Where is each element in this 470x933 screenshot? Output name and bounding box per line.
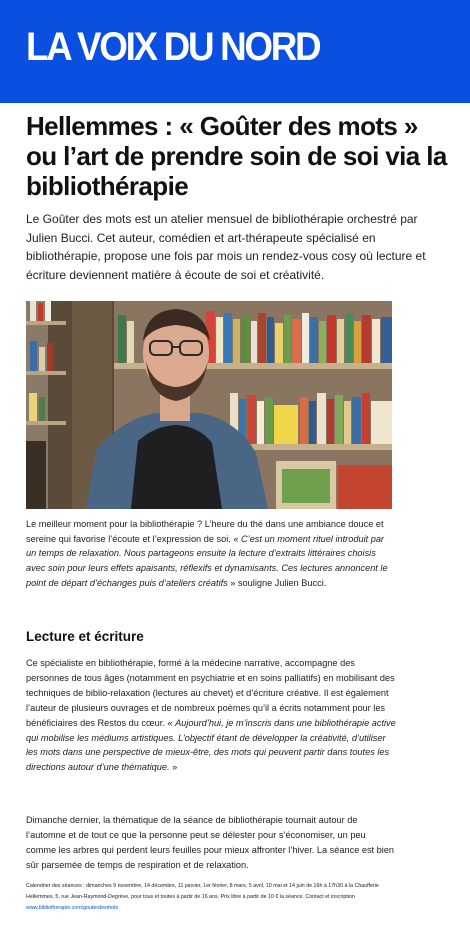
paragraph-1-quote: Aujourd’hui, je m’inscris dans une bibliothérapie active qui mobilise les médiums artistiques. L’objectif étant de développer la créativité, d’utiliser les mots dans une perspective de mieux-être, des mots qui peuvent partir dans toutes les directions autour d’une thématique. (26, 717, 396, 773)
footnote-link[interactable]: www.bibliotherapie.com/gouterdesmots (26, 905, 119, 911)
caption-attribution: » souligne Julien Bucci. (227, 577, 327, 588)
article-lead: Le Goûter des mots est un atelier mensuel de bibliothérapie orchestré par Julien Bucci. Cet auteur, comédien et art-thérapeute spécialisé en bibliothérapie, propose une fois par mois un rendez-vous cosy où lecture et écriture deviennent matière à écoute de soi et créativité. (26, 212, 426, 282)
body-paragraph-1 (26, 656, 396, 775)
paragraph-1-text: Ce spécialiste en bibliothérapie, formé à la médecine narrative, accompagne des personnes de tous âges (notamment en psychiatrie et en soins palliatifs) en mobilisant des techniques de biblio-relaxation (lectures au chevet) et d’écriture créative. Il est également l’auteur de plusieurs ouvrages et de nombreux poèmes qu’il a écrits notamment pour les bénéficiaires des Restos du cœur. « (26, 658, 395, 728)
section-subhead: Lecture et écriture (26, 629, 144, 644)
footnote-text: Calendrier des séances : dimanches 9 novembre, 14 décembre, 11 janvier, 1er février, 8 mars, 5 avril, 10 mai et 14 juin de 16h à 17h30 à la Chaufferie Hellemmes, 5, rue Jean-Raymond-Degrève, pour tous et toutes à partir de 16 ans. Prix libre à partir de 10 € la séance. Contact et inscription (26, 883, 379, 900)
article-photo (26, 301, 392, 509)
masthead (0, 0, 470, 103)
paragraph-1-closing: » (169, 762, 178, 773)
body-paragraph-2: Dimanche dernier, la thématique de la séance de bibliothérapie tournait autour de l’automne et de tout ce que la personne peut se délester pour s’économiser, un peu comme les arbres qui perdent leurs feuilles pour mieux affronter l’hiver. La séance est bien sûr parsemée de temps de respiration et de relaxation. (26, 815, 395, 870)
caption-quote: C’est un moment rituel introduit par un temps de relaxation. Nous partageons ensuite la lecture d’extraits littéraires choisis avec soin pour leurs effets apaisants, réflexifs et dynamisants. Ces lectures annoncent le point de départ d’échanges puis d’ateliers créatifs (26, 533, 388, 588)
newspaper-logo[interactable]: LA VOIX DU NORD (26, 25, 320, 69)
caption-text: Le meilleur moment pour la bibliothérapie ? L’heure du thé dans une ambiance douce et sereine qui favorise l’écoute et l’expression de soi. « (26, 519, 384, 544)
photo-caption (26, 517, 396, 591)
event-footnote (26, 881, 406, 914)
photo-illustration (26, 301, 392, 509)
article-headline: Hellemmes : « Goûter des mots » ou l’art de prendre soin de soi via la bibliothérapie (26, 111, 447, 201)
